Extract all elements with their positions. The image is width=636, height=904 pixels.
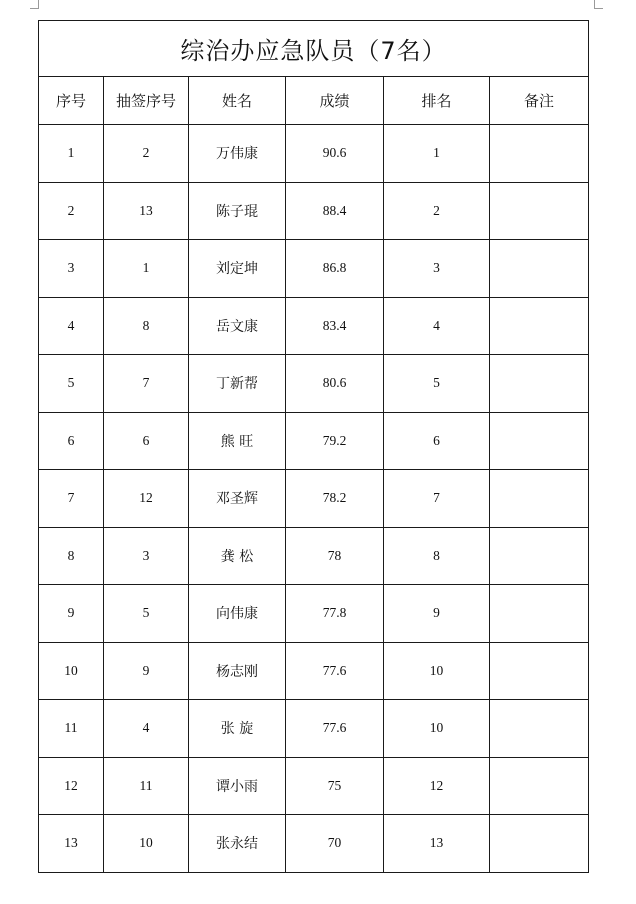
table-body bbox=[39, 125, 589, 873]
crop-mark-left bbox=[30, 0, 39, 9]
cell-name: 万伟康 bbox=[189, 125, 286, 183]
cell-remark bbox=[490, 757, 589, 815]
cell-remark bbox=[490, 125, 589, 183]
cell-name: 龚 松 bbox=[189, 527, 286, 585]
cell-score: 77.6 bbox=[286, 642, 384, 700]
cell-rank: 9 bbox=[384, 585, 490, 643]
table-row bbox=[39, 527, 589, 585]
cell-draw-number: 4 bbox=[104, 700, 189, 758]
table-row bbox=[39, 182, 589, 240]
table-row bbox=[39, 412, 589, 470]
cell-remark bbox=[490, 412, 589, 470]
cell-remark bbox=[490, 700, 589, 758]
cell-draw-number: 10 bbox=[104, 815, 189, 873]
cell-draw-number: 7 bbox=[104, 355, 189, 413]
header-remark: 备注 bbox=[490, 77, 589, 125]
cell-name: 熊 旺 bbox=[189, 412, 286, 470]
cell-score: 78 bbox=[286, 527, 384, 585]
table-row bbox=[39, 815, 589, 873]
cell-name: 向伟康 bbox=[189, 585, 286, 643]
cell-remark bbox=[490, 297, 589, 355]
cell-index: 8 bbox=[39, 527, 104, 585]
cell-rank: 12 bbox=[384, 757, 490, 815]
cell-rank: 5 bbox=[384, 355, 490, 413]
cell-draw-number: 9 bbox=[104, 642, 189, 700]
cell-remark bbox=[490, 527, 589, 585]
cell-index: 9 bbox=[39, 585, 104, 643]
header-name: 姓名 bbox=[189, 77, 286, 125]
cell-rank: 2 bbox=[384, 182, 490, 240]
cell-name: 丁新帮 bbox=[189, 355, 286, 413]
cell-name: 岳文康 bbox=[189, 297, 286, 355]
cell-score: 83.4 bbox=[286, 297, 384, 355]
header-row bbox=[39, 77, 589, 125]
cell-name: 陈子琨 bbox=[189, 182, 286, 240]
table-row bbox=[39, 585, 589, 643]
crop-mark-right bbox=[594, 0, 603, 9]
cell-rank: 6 bbox=[384, 412, 490, 470]
cell-score: 78.2 bbox=[286, 470, 384, 528]
cell-index: 11 bbox=[39, 700, 104, 758]
cell-rank: 8 bbox=[384, 527, 490, 585]
header-index: 序号 bbox=[39, 77, 104, 125]
cell-score: 79.2 bbox=[286, 412, 384, 470]
cell-draw-number: 13 bbox=[104, 182, 189, 240]
header-draw-number: 抽签序号 bbox=[104, 77, 189, 125]
cell-rank: 10 bbox=[384, 642, 490, 700]
cell-index: 12 bbox=[39, 757, 104, 815]
cell-remark bbox=[490, 355, 589, 413]
cell-index: 1 bbox=[39, 125, 104, 183]
cell-rank: 3 bbox=[384, 240, 490, 298]
cell-index: 10 bbox=[39, 642, 104, 700]
table-row bbox=[39, 125, 589, 183]
cell-draw-number: 3 bbox=[104, 527, 189, 585]
cell-draw-number: 6 bbox=[104, 412, 189, 470]
cell-draw-number: 1 bbox=[104, 240, 189, 298]
table-title: 综治办应急队员（7名） bbox=[39, 21, 589, 77]
cell-remark bbox=[490, 585, 589, 643]
table-row bbox=[39, 470, 589, 528]
cell-draw-number: 5 bbox=[104, 585, 189, 643]
cell-rank: 1 bbox=[384, 125, 490, 183]
cell-remark bbox=[490, 470, 589, 528]
cell-index: 5 bbox=[39, 355, 104, 413]
cell-name: 邓圣辉 bbox=[189, 470, 286, 528]
cell-index: 4 bbox=[39, 297, 104, 355]
cell-draw-number: 2 bbox=[104, 125, 189, 183]
cell-index: 6 bbox=[39, 412, 104, 470]
cell-index: 2 bbox=[39, 182, 104, 240]
table-row bbox=[39, 642, 589, 700]
cell-score: 77.6 bbox=[286, 700, 384, 758]
cell-draw-number: 12 bbox=[104, 470, 189, 528]
cell-draw-number: 11 bbox=[104, 757, 189, 815]
cell-rank: 4 bbox=[384, 297, 490, 355]
cell-remark bbox=[490, 642, 589, 700]
table-row bbox=[39, 240, 589, 298]
cell-score: 75 bbox=[286, 757, 384, 815]
cell-remark bbox=[490, 240, 589, 298]
cell-score: 90.6 bbox=[286, 125, 384, 183]
cell-name: 杨志刚 bbox=[189, 642, 286, 700]
table-row bbox=[39, 757, 589, 815]
cell-score: 80.6 bbox=[286, 355, 384, 413]
cell-name: 张永结 bbox=[189, 815, 286, 873]
table-row bbox=[39, 700, 589, 758]
table-row bbox=[39, 297, 589, 355]
cell-remark bbox=[490, 815, 589, 873]
cell-name: 张 旋 bbox=[189, 700, 286, 758]
cell-score: 88.4 bbox=[286, 182, 384, 240]
cell-rank: 7 bbox=[384, 470, 490, 528]
table-row bbox=[39, 355, 589, 413]
cell-name: 刘定坤 bbox=[189, 240, 286, 298]
cell-score: 77.8 bbox=[286, 585, 384, 643]
header-rank: 排名 bbox=[384, 77, 490, 125]
cell-index: 3 bbox=[39, 240, 104, 298]
cell-remark bbox=[490, 182, 589, 240]
cell-index: 13 bbox=[39, 815, 104, 873]
cell-score: 86.8 bbox=[286, 240, 384, 298]
cell-draw-number: 8 bbox=[104, 297, 189, 355]
cell-rank: 13 bbox=[384, 815, 490, 873]
header-score: 成绩 bbox=[286, 77, 384, 125]
results-table bbox=[38, 20, 589, 873]
cell-score: 70 bbox=[286, 815, 384, 873]
cell-name: 谭小雨 bbox=[189, 757, 286, 815]
cell-rank: 10 bbox=[384, 700, 490, 758]
cell-index: 7 bbox=[39, 470, 104, 528]
